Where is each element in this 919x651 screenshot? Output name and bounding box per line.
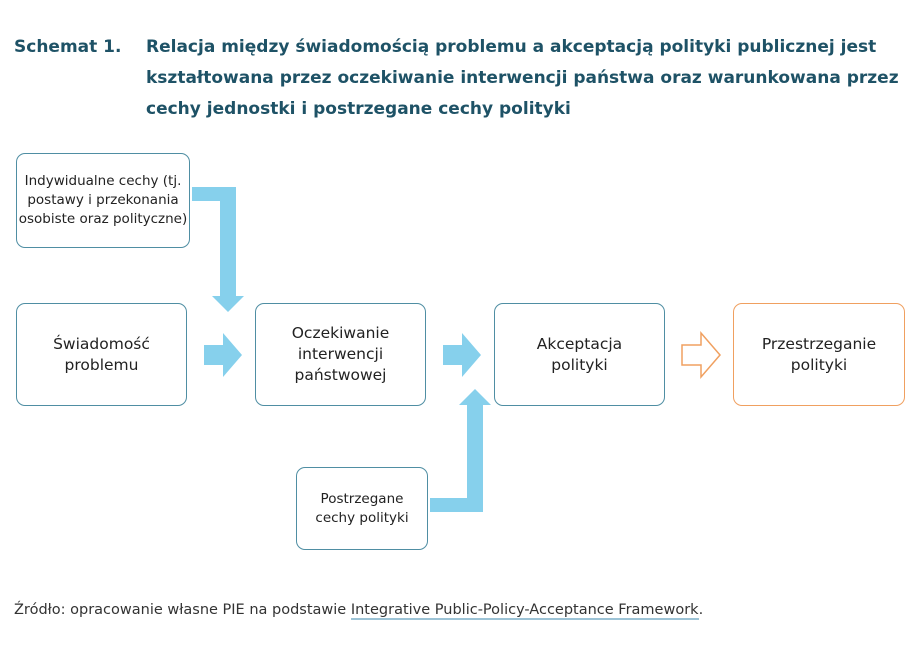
source-note bbox=[14, 602, 703, 618]
source-prefix: Źródło: opracowanie własne PIE na podstawie bbox=[14, 602, 351, 618]
box-perceived-policy-traits: Postrzegane cechy polityki bbox=[296, 467, 428, 550]
arrow-perceived-to-acceptance bbox=[430, 389, 491, 512]
arrow-individual-to-expectation bbox=[192, 187, 244, 312]
box-individual-traits: Indywidualne cechy (tj. postawy i przekonania osobiste oraz polityczne) bbox=[16, 153, 190, 248]
figure-number: Schemat 1. bbox=[14, 37, 122, 57]
source-suffix: . bbox=[698, 602, 704, 618]
box-problem-awareness: Świadomość problemu bbox=[16, 303, 187, 406]
arrow-awareness-to-expectation bbox=[204, 333, 242, 377]
box-state-intervention-expectation: Oczekiwanie interwencji państwowej bbox=[255, 303, 426, 406]
figure-caption: Relacja między świadomością problemu a akceptacją polityki publicznej jest kształtowana przez oczekiwanie interwencji państwa oraz warunkowana przez cechy jednostki i postrzegane cechy polityki bbox=[146, 37, 899, 119]
box-policy-acceptance: Akceptacja polityki bbox=[494, 303, 665, 406]
source-link[interactable]: Integrative Public-Policy-Acceptance Framework bbox=[350, 602, 699, 618]
box-policy-compliance: Przestrzeganie polityki bbox=[733, 303, 905, 406]
arrow-acceptance-to-compliance bbox=[682, 333, 720, 377]
arrow-expectation-to-acceptance bbox=[443, 333, 481, 377]
